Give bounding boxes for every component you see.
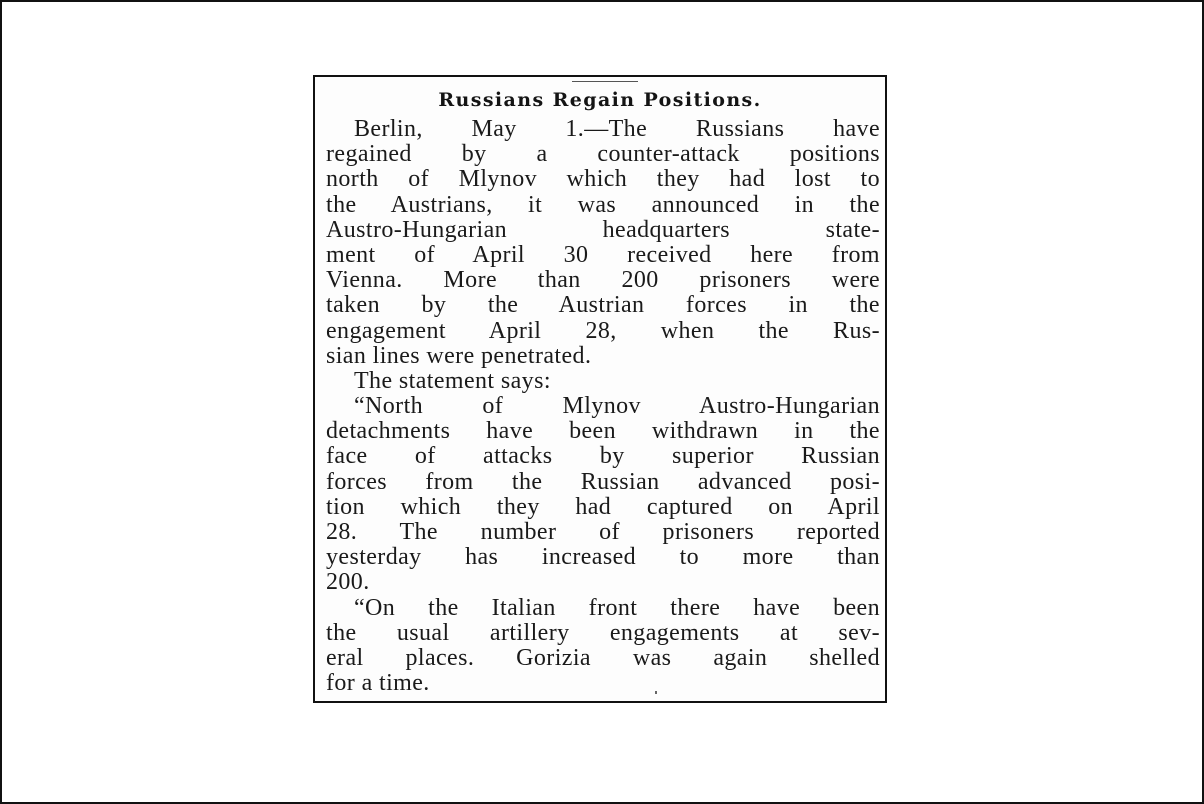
article-line: Vienna. More than 200 prisoners were <box>326 267 880 294</box>
article-line: “North of Mlynov Austro-Hungarian <box>354 393 880 420</box>
article-line: detachments have been withdrawn in the <box>326 418 880 445</box>
print-speck <box>655 691 657 694</box>
article-line: ment of April 30 received here from <box>326 241 880 268</box>
article-line: 200. <box>326 569 370 596</box>
article-line: eral places. Gorizia was again shelled <box>326 644 880 671</box>
article-line: the Austrians, it was announced in the <box>326 191 880 218</box>
newspaper-clipping <box>313 75 887 703</box>
article-line: sian lines were penetrated. <box>326 342 592 369</box>
article-line: taken by the Austrian forces in the <box>326 292 880 319</box>
article-line: face of attacks by superior Russian <box>326 443 880 470</box>
article-line: 28. The number of prisoners reported <box>326 519 880 545</box>
article-line: north of Mlynov which they had lost to <box>326 166 880 193</box>
article-line: forces from the Russian advanced posi- <box>326 468 880 495</box>
article-line: regained by a counter-attack positions <box>326 141 880 168</box>
article-line: the usual artillery engagements at sev- <box>326 619 880 646</box>
column-rule <box>572 81 638 82</box>
article-line: tion which they had captured on April <box>326 493 880 520</box>
article-line: The statement says: <box>354 367 551 394</box>
article-line: engagement April 28, when the Rus- <box>326 317 880 344</box>
article-line: “On the Italian front there have been <box>354 594 880 621</box>
article-body <box>326 117 880 696</box>
article-headline: Russians Regain Positions. <box>438 89 762 111</box>
article-line: Berlin, May 1.—The Russians have <box>354 116 880 142</box>
article-line: for a time. <box>326 670 430 697</box>
article-line: yesterday has increased to more than <box>326 544 880 571</box>
article-line: Austro-Hungarian headquarters state- <box>326 216 880 243</box>
